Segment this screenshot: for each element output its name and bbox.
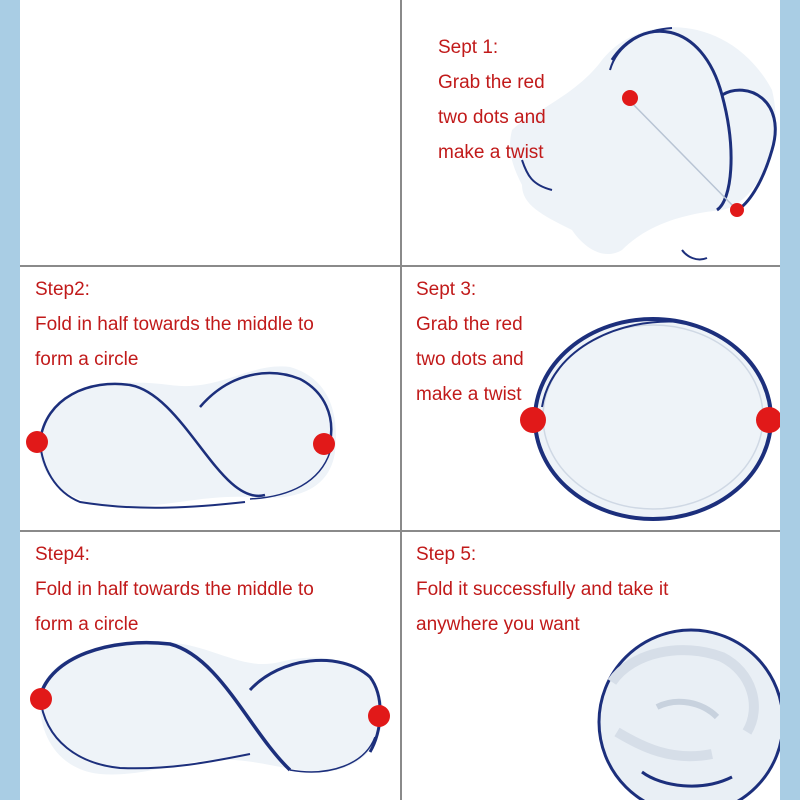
step-line: make a twist [416,384,522,405]
step-line: Grab the red [438,72,545,93]
step-line: form a circle [35,349,139,370]
instruction-sheet [20,0,780,800]
step-line: Fold in half towards the middle to [35,579,314,600]
step-line: anywhere you want [416,614,580,635]
step-line: Fold in half towards the middle to [35,314,314,335]
step-1-panel [402,0,780,265]
step-line: Grab the red [416,314,523,335]
step-1-text [438,30,546,170]
red-dot [26,431,48,453]
step-line: two dots and [438,107,546,128]
step-5-panel [402,532,780,800]
step-line: make a twist [438,142,544,163]
step-4-text [35,537,314,642]
empty-panel [20,0,400,265]
step-3-panel [402,267,780,530]
step-title: Sept 3: [416,279,477,300]
step-4-panel [20,532,400,800]
step-2-text [35,272,314,377]
step-2-panel [20,267,400,530]
red-dot [313,433,335,455]
step-title: Step4: [35,544,90,565]
red-dot [30,688,52,710]
step-title: Step2: [35,279,90,300]
step-3-text [416,272,524,412]
red-dot [520,407,546,433]
step-line: two dots and [416,349,524,370]
red-dot [368,705,390,727]
step-title: Step 5: [416,544,477,565]
step-5-text [416,537,668,642]
step-title: Sept 1: [438,37,499,58]
red-dot [622,90,638,106]
step-line: Fold it successfully and take it [416,579,669,600]
red-dot [730,203,744,217]
step-line: form a circle [35,614,139,635]
